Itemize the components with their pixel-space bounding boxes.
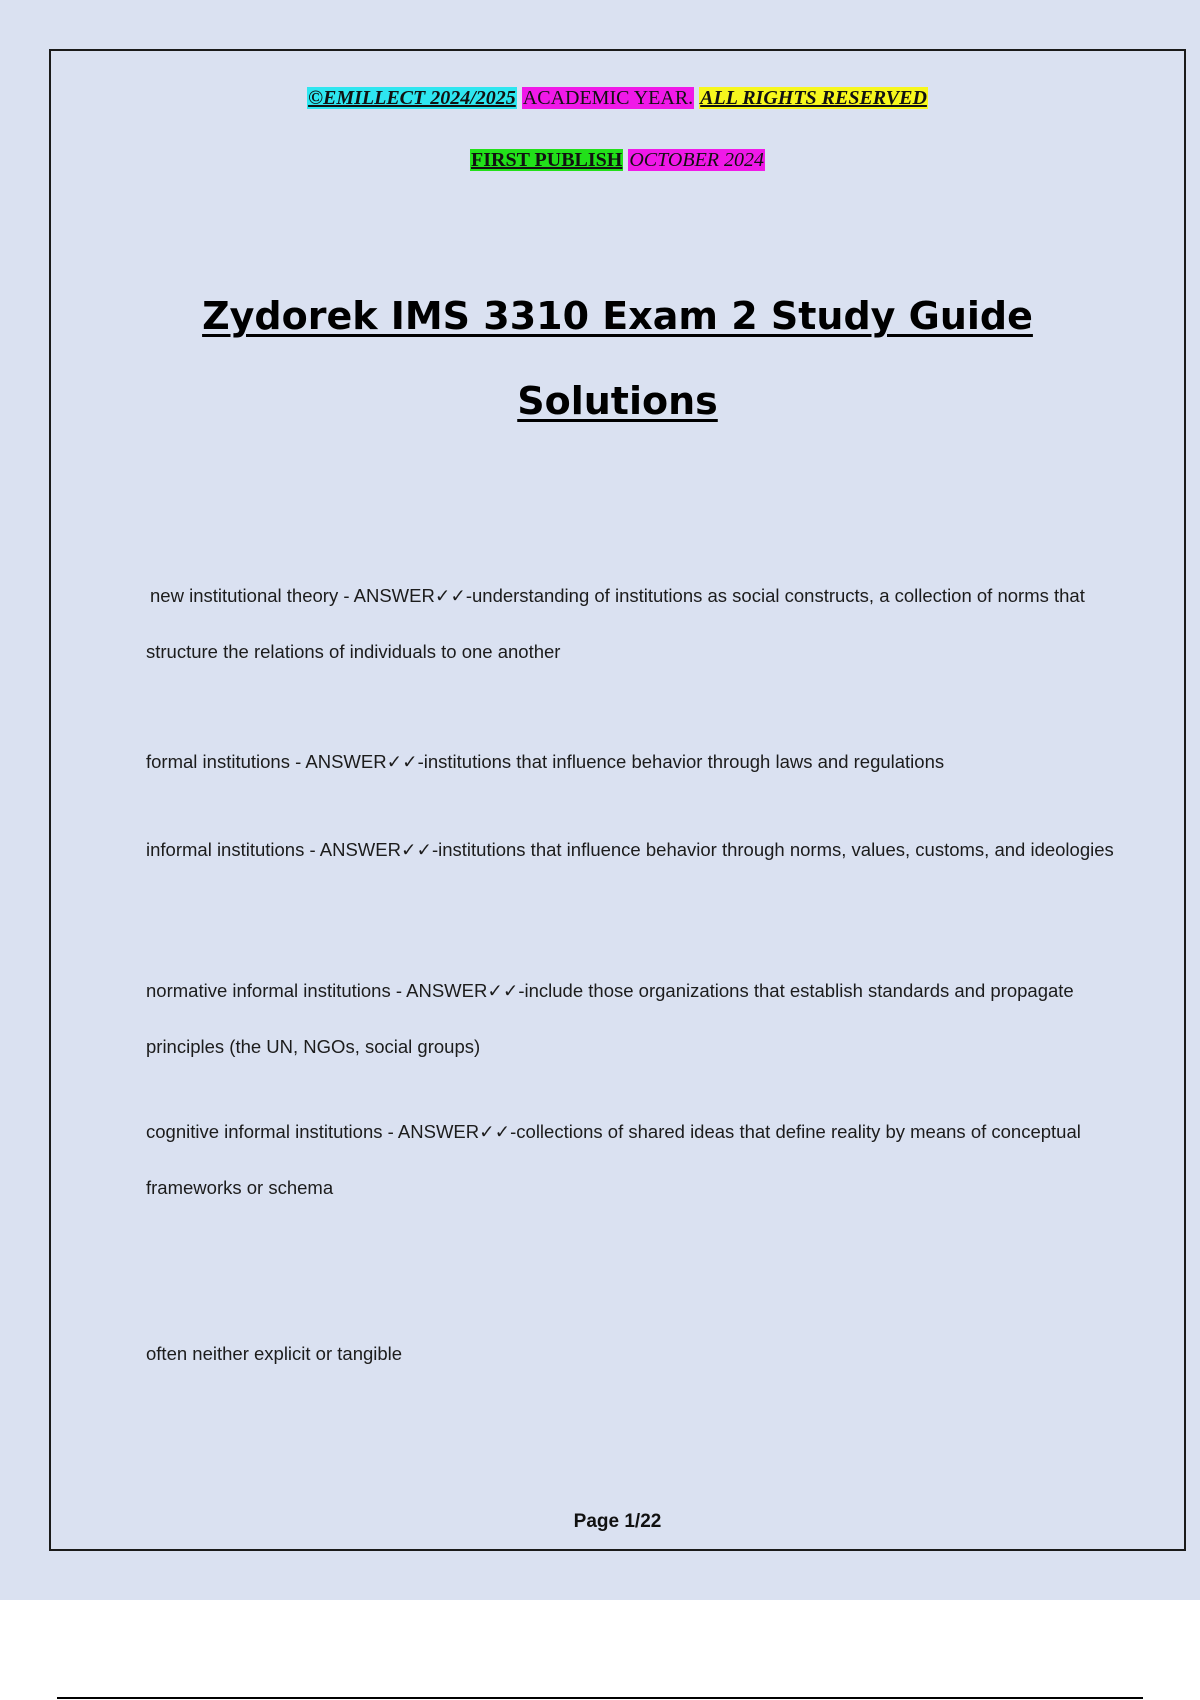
page-number: Page 1/22	[573, 1511, 662, 1532]
qa-term: normative informal institutions -	[146, 980, 406, 1001]
qa-entry	[146, 822, 1136, 878]
qa-term: formal institutions -	[146, 751, 305, 772]
copyright-header	[51, 85, 1184, 111]
qa-answer: ANSWER✓✓-institutions that influence behavior through laws and regulations	[305, 751, 945, 772]
qa-answer: ANSWER✓✓-institutions that influence behavior through norms, values, customs, and ideologies	[319, 839, 1114, 860]
qa-term: new institutional theory -	[146, 585, 354, 606]
qa-term: informal institutions -	[146, 839, 320, 860]
qa-entry	[146, 568, 1136, 680]
academic-year-label: ACADEMIC YEAR.	[522, 87, 694, 109]
qa-entry	[146, 1104, 1136, 1216]
page-border	[49, 49, 1186, 1551]
copyright-label: ©EMILLECT 2024/2025	[308, 87, 516, 109]
footer-divider	[57, 1697, 1143, 1699]
qa-answer: ANSWER✓✓-understanding of institutions as social constructs, a collection of norms that structure the relations of individuals to one another	[146, 585, 1085, 662]
qa-answer: ANSWER✓✓-include those organizations that establish standards and propagate principles (the UN, NGOs, social groups)	[146, 980, 1074, 1057]
qa-term: cognitive informal institutions -	[146, 1121, 398, 1142]
qa-entry	[146, 734, 1136, 790]
rights-reserved-label: ALL RIGHTS RESERVED	[700, 87, 927, 109]
document-subtitle: Solutions	[517, 379, 718, 423]
qa-answer: ANSWER✓✓-collections of shared ideas that define reality by means of conceptual frameworks or schema	[146, 1121, 1081, 1198]
publish-header	[51, 147, 1184, 173]
qa-entry	[146, 963, 1136, 1075]
first-publish-label: FIRST PUBLISH	[471, 149, 623, 171]
loose-text-line: often neither explicit or tangible	[146, 1343, 403, 1364]
publish-date-label: OCTOBER 2024	[629, 149, 764, 171]
document-title: Zydorek IMS 3310 Exam 2 Study Guide	[202, 294, 1033, 338]
